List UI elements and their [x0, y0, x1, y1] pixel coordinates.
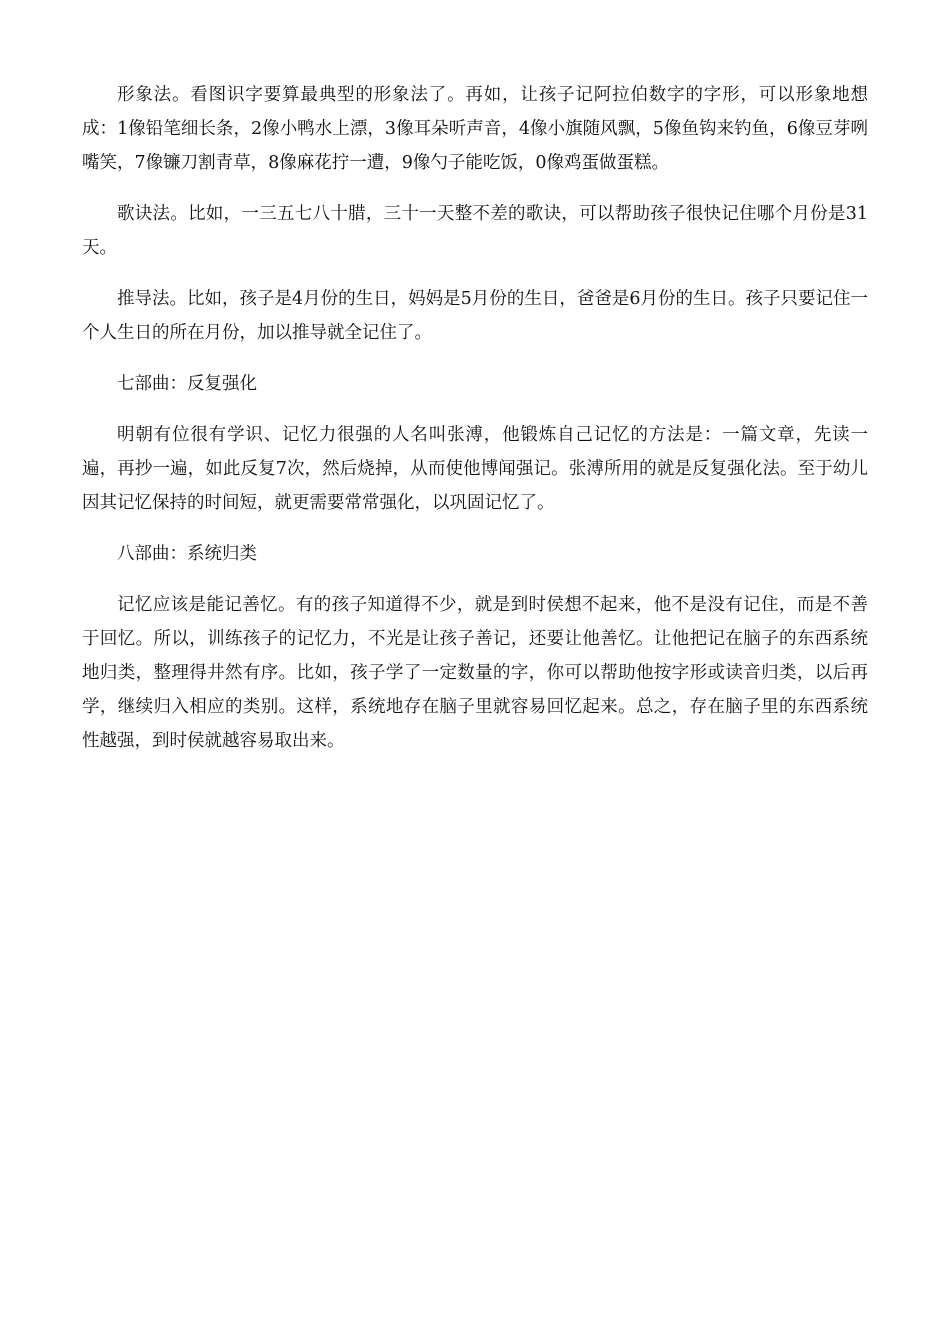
section-heading-repetition: 七部曲：反复强化: [117, 374, 257, 394]
paragraph-classification: 记忆应该是能记善忆。有的孩子知道得不少，就是到时侯想不起来，他不是没有记住，而是不善于回忆。所以，训练孩子的记忆力，不光是让孩子善记，还要让他善忆。让他把记在脑子的东西系统地归类，整理得井然有序。比如，孩子学了一定数量的字，你可以帮助他按字形或读音归类，以后再学，继续归入相应的类别。这样，系统地存在脑子里就容易回忆起来。总之，存在脑子里的东西系统性越强，到时侯就越容易取出来。: [82, 595, 868, 751]
paragraph-image-method: 形象法。看图识字要算最典型的形象法了。再如，让孩子记阿拉伯数字的字形，可以形象地想成：1像铅笔细长条，2像小鸭水上漂，3像耳朵听声音，4像小旗随风飘，5像鱼钩来钓鱼，6像豆芽咧嘴笑，7像镰刀割青草，8像麻花拧一遭，9像勺子能吃饭，0像鸡蛋做蛋糕。: [82, 85, 868, 173]
paragraph-rhyme-method: 歌诀法。比如，一三五七八十腊，三十一天整不差的歌诀，可以帮助孩子很快记住哪个月份是31天。: [82, 204, 868, 258]
section-heading-classification: 八部曲：系统归类: [117, 544, 257, 564]
document-body: [82, 78, 868, 775]
paragraph-repetition: 明朝有位很有学识、记忆力很强的人名叫张溥，他锻炼自己记忆的方法是：一篇文章，先读一遍，再抄一遍，如此反复7次，然后烧掉，从而使他博闻强记。张溥所用的就是反复强化法。至于幼儿因其记忆保持的时间短，就更需要常常强化，以巩固记忆了。: [82, 425, 868, 513]
paragraph-deduction-method: 推导法。比如，孩子是4月份的生日，妈妈是5月份的生日，爸爸是6月份的生日。孩子只要记住一个人生日的所在月份，加以推导就全记住了。: [82, 289, 868, 343]
